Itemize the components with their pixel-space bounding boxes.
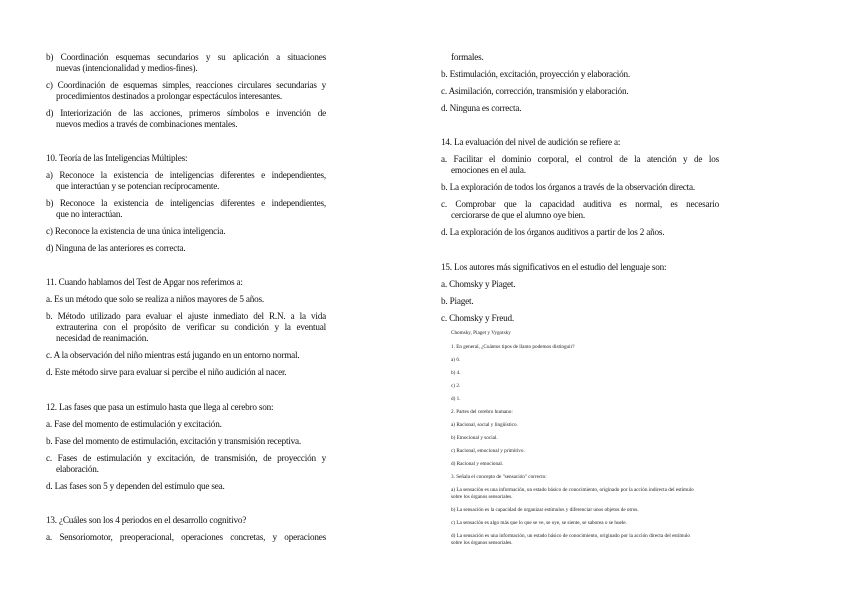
text-line: d. Este método sirve para evaluar si percibe el niño audición al nacer. bbox=[46, 367, 287, 377]
text-line: b) Coordinación esquemas secundarios y su aplicación a situaciones bbox=[46, 52, 326, 62]
text-line: emociones en el aula. bbox=[451, 165, 526, 175]
small-text-line: sobre los órganos sensoriales. bbox=[451, 540, 513, 546]
small-text-line: 2. Partes del cerebro humano: bbox=[451, 409, 513, 415]
text-line: extrauterina con el propósito de verificar su condición y la eventual bbox=[56, 322, 326, 332]
text-line: d. Las fases son 5 y dependen del estímulo que sea. bbox=[46, 481, 225, 491]
small-text-line: 3. Señala el concepto de "sensación" correcto: bbox=[451, 474, 547, 480]
text-line: procedimientos destinados a prolongar espectáculos interesantes. bbox=[56, 91, 282, 101]
text-line: b. Estimulación, excitación, proyección y elaboración. bbox=[441, 69, 630, 79]
text-line: d. La exploración de los órganos auditivos a partir de los 2 años. bbox=[441, 227, 665, 237]
text-line: a. Fase del momento de estimulación y excitación. bbox=[46, 419, 222, 429]
text-line: c) Reconoce la existencia de una única inteligencia. bbox=[46, 226, 226, 236]
small-text-line: Chomsky, Piaget y Vygotsky bbox=[451, 330, 511, 336]
text-line: c. Asimilación, corrección, transmisión y elaboración. bbox=[441, 86, 629, 96]
small-text-line: c) La sensación es algo más que lo que se ve, se oye, se siente, se saborea o se huele. bbox=[451, 520, 627, 526]
text-line: elaboración. bbox=[56, 464, 99, 474]
text-line: a. Es un método que solo se realiza a niños mayores de 5 años. bbox=[46, 294, 264, 304]
text-line: a. Facilitar el dominio corporal, el control de la atención y de los bbox=[441, 154, 719, 164]
question-heading: 10. Teoría de las Inteligencias Múltiples: bbox=[46, 153, 188, 163]
text-line: b) Reconoce la existencia de inteligencias diferentes e independientes, bbox=[46, 198, 326, 208]
text-line: b. Piaget. bbox=[441, 296, 474, 306]
small-text-line: d) La sensación es una información, un estado básico de conocimiento, originado por la acción directa del estímulo bbox=[451, 533, 690, 539]
text-line: que no interactúan. bbox=[56, 209, 123, 219]
text-line: cerciorarse de que el alumno oye bien. bbox=[451, 210, 585, 220]
text-line: c) Coordinación de esquemas simples, reacciones circulares secundarias y bbox=[46, 80, 326, 90]
text-line: a. Chomsky y Piaget. bbox=[441, 279, 516, 289]
small-text-line: a) La sensación es una información, un estado básico de conocimiento, originado por la acción indirecta del estímulo bbox=[451, 487, 694, 493]
small-text-line: d) Racional y emocional. bbox=[451, 461, 504, 467]
text-line: d) Ninguna de las anteriores es correcta. bbox=[46, 243, 186, 253]
question-heading: 14. La evaluación del nivel de audición se refiere a: bbox=[441, 137, 621, 147]
small-text-line: c) Racional, emocional y primitivo. bbox=[451, 448, 525, 454]
text-line: que interactúan y se potencian recíprocamente. bbox=[56, 181, 220, 191]
small-text-line: a) 6. bbox=[451, 357, 461, 363]
text-line: b. La exploración de todos los órganos a través de la observación directa. bbox=[441, 182, 695, 192]
text-line: a) Reconoce la existencia de inteligencias diferentes e independientes, bbox=[46, 170, 326, 180]
small-text-line: c) 2. bbox=[451, 383, 461, 389]
text-line: d. Ninguna es correcta. bbox=[441, 103, 522, 113]
text-line: c. Comprobar que la capacidad auditiva es normal, es necesario bbox=[441, 199, 719, 209]
text-line: nuevos medios a través de combinaciones mentales. bbox=[56, 119, 238, 129]
question-heading: 15. Los autores más significativos en el estudio del lenguaje son: bbox=[441, 262, 667, 272]
small-text-line: 1. En general, ¿Cuántos tipos de llanto podemos distinguir? bbox=[451, 344, 575, 350]
text-line: formales. bbox=[451, 52, 484, 62]
text-line: c. Chomsky y Freud. bbox=[441, 313, 515, 323]
text-line: c. Fases de estimulación y excitación, de transmisión, de proyección y bbox=[46, 453, 326, 463]
small-text-line: a) Racional, social y lingüístico. bbox=[451, 422, 518, 428]
small-text-line: b) 4. bbox=[451, 370, 461, 376]
text-line: c. A la observación del niño mientras está jugando en un entorno normal. bbox=[46, 350, 300, 360]
small-text-line: b) Emocional y social. bbox=[451, 435, 498, 441]
question-heading: 12. Las fases que pasa un estímulo hasta que llega al cerebro son: bbox=[46, 402, 274, 412]
question-heading: 11. Cuando hablamos del Test de Apgar nos referimos a: bbox=[46, 277, 243, 287]
text-line: necesidad de reanimación. bbox=[56, 333, 149, 343]
text-line: d) Interiorización de las acciones, primeros símbolos e invención de bbox=[46, 108, 326, 118]
text-line: a. Sensoriomotor, preoperacional, operaciones concretas, y operaciones bbox=[46, 532, 326, 542]
text-line: b. Método utilizado para evaluar el ajuste inmediato del R.N. a la vida bbox=[46, 311, 326, 321]
small-text-line: b) La sensación es la capacidad de organizar estímulos y diferenciar unos objetos de otros. bbox=[451, 507, 639, 513]
small-text-line: sobre los órganos sensoriales. bbox=[451, 494, 513, 500]
text-line: nuevas (intencionalidad y medios-fines). bbox=[56, 63, 198, 73]
question-heading: 13. ¿Cuáles son los 4 periodos en el desarrollo cognitivo? bbox=[46, 515, 247, 525]
text-line: b. Fase del momento de estimulación, excitación y transmisión receptiva. bbox=[46, 436, 302, 446]
small-text-line: d) 1. bbox=[451, 396, 461, 402]
